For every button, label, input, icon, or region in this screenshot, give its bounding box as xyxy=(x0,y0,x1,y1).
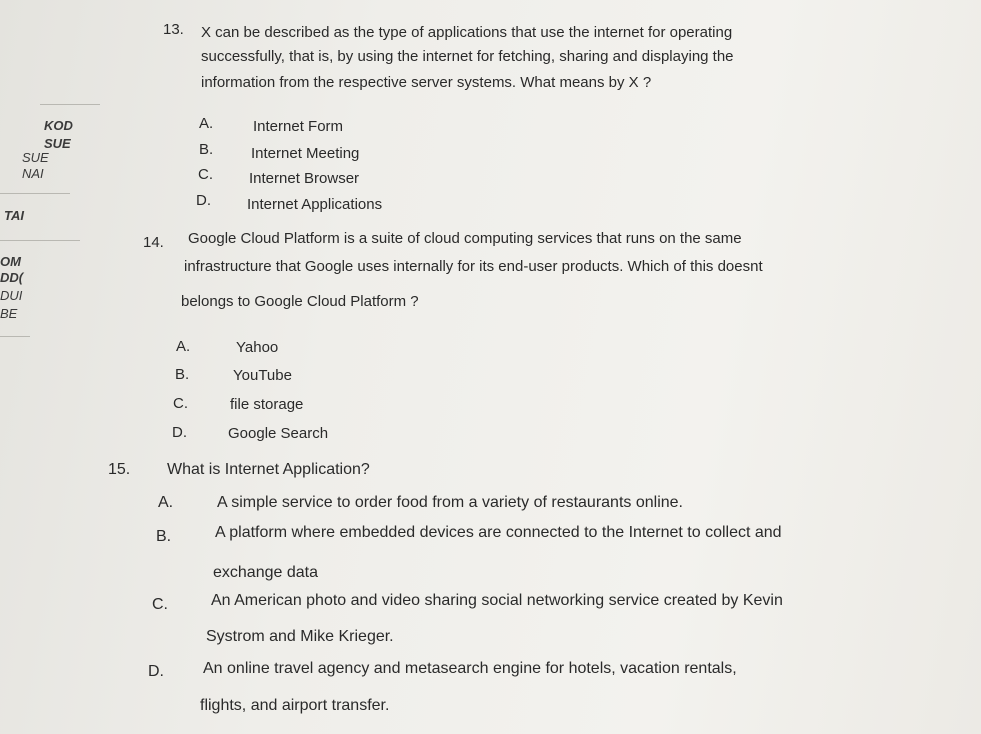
option-text[interactable]: flights, and airport transfer. xyxy=(200,697,390,714)
question-text-line: infrastructure that Google uses internally for its end-user products. Which of this doesnt xyxy=(184,258,763,275)
option-text[interactable]: exchange data xyxy=(213,564,318,581)
margin-fragment: NAI xyxy=(22,166,44,181)
margin-fragment: DUI xyxy=(0,288,23,303)
question-text-line: information from the respective server systems. What means by X ? xyxy=(201,74,652,91)
question-text-line: belongs to Google Cloud Platform ? xyxy=(181,293,419,310)
option-letter: D. xyxy=(148,663,164,680)
margin-rule xyxy=(0,240,80,241)
option-text[interactable]: An American photo and video sharing social networking service created by Kevin xyxy=(211,592,783,609)
option-letter: D. xyxy=(172,424,187,441)
option-text[interactable]: Google Search xyxy=(228,425,329,442)
option-letter: A. xyxy=(199,115,214,132)
margin-rule xyxy=(0,336,30,337)
option-text[interactable]: A simple service to order food from a variety of restaurants online. xyxy=(217,494,683,511)
question-text-line: successfully, that is, by using the internet for fetching, sharing and displaying the xyxy=(201,48,734,65)
option-text[interactable]: Yahoo xyxy=(236,339,279,356)
option-text[interactable]: file storage xyxy=(230,396,304,413)
option-letter: B. xyxy=(175,366,190,383)
question-number: 15. xyxy=(108,461,131,478)
option-letter: C. xyxy=(198,166,213,183)
option-letter: A. xyxy=(176,338,191,355)
option-letter: C. xyxy=(152,596,168,613)
option-letter: B. xyxy=(156,528,172,545)
question-text-line: X can be described as the type of applications that use the internet for operating xyxy=(201,24,733,41)
option-text[interactable]: Systrom and Mike Krieger. xyxy=(206,628,394,645)
option-text[interactable]: An online travel agency and metasearch engine for hotels, vacation rentals, xyxy=(203,660,737,677)
margin-fragment: DD( xyxy=(0,270,24,285)
option-letter: C. xyxy=(173,395,188,412)
question-number: 13. xyxy=(163,21,184,38)
question-text-line: What is Internet Application? xyxy=(167,461,370,478)
margin-fragment: SUE xyxy=(22,150,49,165)
question-text-line: Google Cloud Platform is a suite of cloud computing services that runs on the same xyxy=(188,230,742,247)
margin-rule xyxy=(0,193,70,194)
margin-fragment: SUE xyxy=(44,136,71,151)
option-letter: B. xyxy=(199,141,214,158)
option-text[interactable]: Internet Applications xyxy=(247,196,383,213)
margin-rule xyxy=(40,104,100,105)
option-text[interactable]: Internet Browser xyxy=(249,170,360,187)
margin-fragment: BE xyxy=(0,306,18,321)
option-text[interactable]: A platform where embedded devices are connected to the Internet to collect and xyxy=(215,524,782,541)
option-text[interactable]: Internet Meeting xyxy=(251,145,360,162)
option-letter: A. xyxy=(158,494,174,511)
margin-fragment: KOD xyxy=(44,118,73,133)
margin-fragment: TAI xyxy=(4,208,24,223)
option-text[interactable]: YouTube xyxy=(233,367,292,384)
margin-fragment: OM xyxy=(0,254,21,269)
option-text[interactable]: Internet Form xyxy=(253,118,344,135)
question-number: 14. xyxy=(143,234,164,251)
option-letter: D. xyxy=(196,192,211,209)
